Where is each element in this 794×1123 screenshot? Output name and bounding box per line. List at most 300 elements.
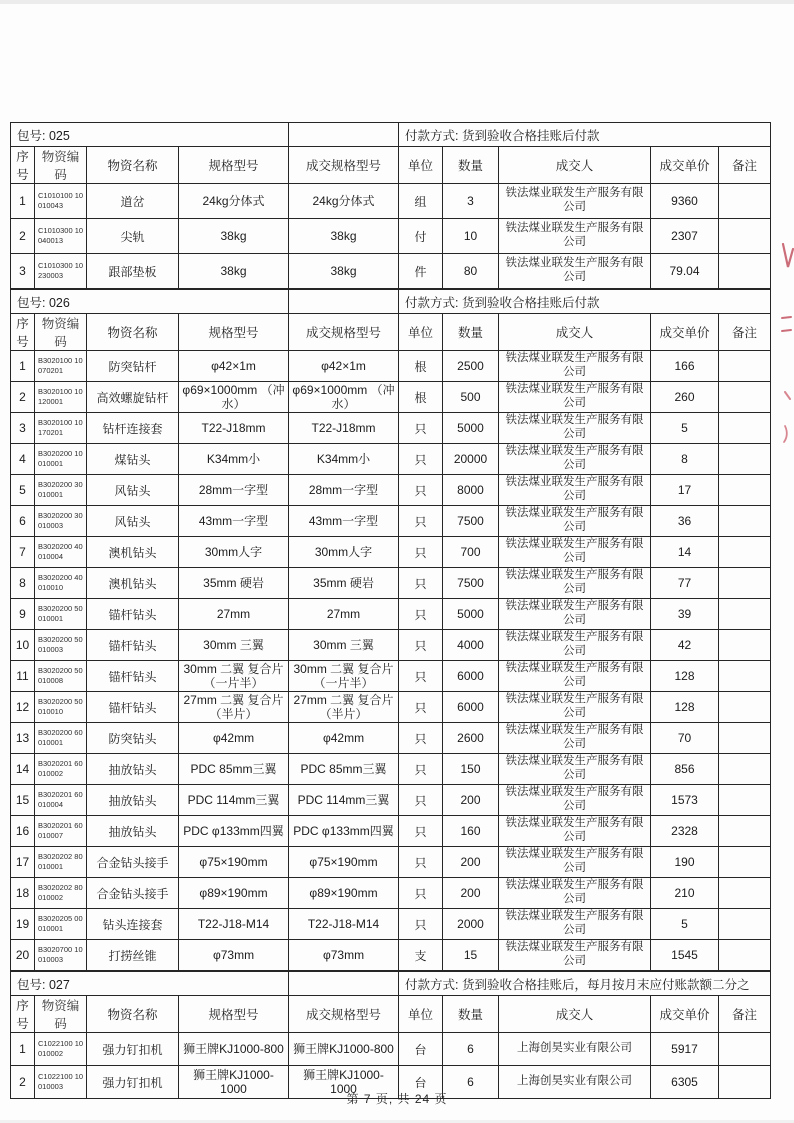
- remark: [719, 382, 771, 413]
- remark: [719, 692, 771, 723]
- material-name: 煤钻头: [87, 444, 179, 475]
- material-code: C1022100 10010003: [35, 1066, 87, 1099]
- remark: [719, 661, 771, 692]
- unit-price: 166: [651, 351, 719, 382]
- column-header: 序号: [11, 996, 35, 1033]
- winner: 铁法煤业联发生产服务有限公司: [499, 219, 651, 254]
- unit: 只: [399, 878, 443, 909]
- column-header: 序号: [11, 314, 35, 351]
- red-margin-mark-icon: [783, 390, 793, 402]
- unit-price: 8: [651, 444, 719, 475]
- material-name: 澳机钻头: [87, 537, 179, 568]
- column-header: 成交规格型号: [289, 996, 399, 1033]
- winner: 铁法煤业联发生产服务有限公司: [499, 816, 651, 847]
- deal-spec-model: PDC 85mm三翼: [289, 754, 399, 785]
- table-row: [11, 785, 771, 816]
- deal-spec-model: 24kg分体式: [289, 184, 399, 219]
- deal-spec-model: 38kg: [289, 219, 399, 254]
- quantity: 500: [443, 382, 499, 413]
- unit: 支: [399, 940, 443, 971]
- column-header: 数量: [443, 314, 499, 351]
- remark: [719, 816, 771, 847]
- column-header: 物资名称: [87, 996, 179, 1033]
- quantity: 15: [443, 940, 499, 971]
- red-margin-mark-icon: [779, 314, 794, 340]
- package-label: 包号: 025: [11, 123, 289, 147]
- table-row: [11, 599, 771, 630]
- material-code: B3020200 40010004: [35, 537, 87, 568]
- material-code: B3020100 10070201: [35, 351, 87, 382]
- quantity: 5000: [443, 413, 499, 444]
- spec-model: 38kg: [179, 219, 289, 254]
- unit-price: 1573: [651, 785, 719, 816]
- spec-model: 43mm一字型: [179, 506, 289, 537]
- material-name: 抽放钻头: [87, 785, 179, 816]
- remark: [719, 254, 771, 289]
- row-index: 3: [11, 413, 35, 444]
- unit-price: 9360: [651, 184, 719, 219]
- page-number: 第 7 页, 共 24 页: [346, 1092, 448, 1106]
- package-table: [10, 971, 771, 1099]
- column-header: 成交规格型号: [289, 314, 399, 351]
- material-code: B3020100 10170201: [35, 413, 87, 444]
- remark: [719, 444, 771, 475]
- winner: 铁法煤业联发生产服务有限公司: [499, 413, 651, 444]
- material-code: B3020200 50010001: [35, 599, 87, 630]
- material-name: 锚杆钻头: [87, 599, 179, 630]
- spec-model: 27mm 二翼 复合片（半片）: [179, 692, 289, 723]
- spec-model: PDC 85mm三翼: [179, 754, 289, 785]
- deal-spec-model: 38kg: [289, 254, 399, 289]
- unit: 件: [399, 254, 443, 289]
- unit-price: 42: [651, 630, 719, 661]
- table-row: [11, 692, 771, 723]
- quantity: 6000: [443, 661, 499, 692]
- payment-terms: 付款方式: 货到验收合格挂账后付款: [399, 290, 771, 314]
- spec-model: 狮王牌KJ1000-1000: [179, 1066, 289, 1099]
- spec-model: 38kg: [179, 254, 289, 289]
- remark: [719, 599, 771, 630]
- spec-model: 35mm 硬岩: [179, 568, 289, 599]
- remark: [719, 909, 771, 940]
- column-header: 物资编码: [35, 314, 87, 351]
- spec-model: φ69×1000mm （冲水）: [179, 382, 289, 413]
- winner: 铁法煤业联发生产服务有限公司: [499, 254, 651, 289]
- row-index: 2: [11, 1066, 35, 1099]
- unit: 只: [399, 599, 443, 630]
- unit-price: 5: [651, 413, 719, 444]
- quantity: 200: [443, 878, 499, 909]
- unit: 只: [399, 785, 443, 816]
- unit-price: 190: [651, 847, 719, 878]
- table-row: [11, 816, 771, 847]
- material-code: B3020100 10120001: [35, 382, 87, 413]
- material-name: 钻头连接套: [87, 909, 179, 940]
- spec-model: φ42×1m: [179, 351, 289, 382]
- spec-model: K34mm小: [179, 444, 289, 475]
- material-code: B3020201 60010007: [35, 816, 87, 847]
- material-name: 风钻头: [87, 475, 179, 506]
- material-code: B3020201 60010004: [35, 785, 87, 816]
- row-index: 14: [11, 754, 35, 785]
- material-name: 尖轨: [87, 219, 179, 254]
- unit-price: 39: [651, 599, 719, 630]
- quantity: 20000: [443, 444, 499, 475]
- column-header: 成交单价: [651, 996, 719, 1033]
- remark: [719, 219, 771, 254]
- spec-model: 30mm 三翼: [179, 630, 289, 661]
- remark: [719, 1033, 771, 1066]
- quantity: 200: [443, 785, 499, 816]
- table-row: [11, 506, 771, 537]
- blank-cell: [289, 972, 399, 996]
- remark: [719, 847, 771, 878]
- unit: 只: [399, 692, 443, 723]
- payment-terms: 付款方式: 货到验收合格挂账后付款: [399, 123, 771, 147]
- deal-spec-model: φ73mm: [289, 940, 399, 971]
- unit-price: 14: [651, 537, 719, 568]
- winner: 上海创昊实业有限公司: [499, 1066, 651, 1099]
- column-header: 规格型号: [179, 314, 289, 351]
- unit: 只: [399, 537, 443, 568]
- quantity: 10: [443, 219, 499, 254]
- spec-model: PDC φ133mm四翼: [179, 816, 289, 847]
- row-index: 7: [11, 537, 35, 568]
- remark: [719, 506, 771, 537]
- unit-price: 2328: [651, 816, 719, 847]
- row-index: 3: [11, 254, 35, 289]
- spec-model: φ73mm: [179, 940, 289, 971]
- quantity: 200: [443, 847, 499, 878]
- material-code: C1010100 10010043: [35, 184, 87, 219]
- unit-price: 2307: [651, 219, 719, 254]
- column-header: 物资名称: [87, 314, 179, 351]
- material-name: 防突钻杆: [87, 351, 179, 382]
- winner: 铁法煤业联发生产服务有限公司: [499, 599, 651, 630]
- table-row: [11, 568, 771, 599]
- spec-model: φ42mm: [179, 723, 289, 754]
- deal-spec-model: T22-J18-M14: [289, 909, 399, 940]
- quantity: 4000: [443, 630, 499, 661]
- material-name: 道岔: [87, 184, 179, 219]
- spec-model: 30mm人字: [179, 537, 289, 568]
- spec-model: T22-J18mm: [179, 413, 289, 444]
- table-row: [11, 630, 771, 661]
- unit-price: 17: [651, 475, 719, 506]
- red-margin-mark-icon: [781, 424, 793, 444]
- deal-spec-model: PDC φ133mm四翼: [289, 816, 399, 847]
- material-code: B3020202 80010002: [35, 878, 87, 909]
- unit: 台: [399, 1033, 443, 1066]
- material-code: B3020200 40010010: [35, 568, 87, 599]
- spec-model: 30mm 二翼 复合片（一片半）: [179, 661, 289, 692]
- deal-spec-model: T22-J18mm: [289, 413, 399, 444]
- deal-spec-model: φ89×190mm: [289, 878, 399, 909]
- unit-price: 856: [651, 754, 719, 785]
- material-code: C1022100 10010002: [35, 1033, 87, 1066]
- unit-price: 5: [651, 909, 719, 940]
- material-name: 钻杆连接套: [87, 413, 179, 444]
- row-index: 1: [11, 184, 35, 219]
- material-name: 抽放钻头: [87, 754, 179, 785]
- unit: 根: [399, 382, 443, 413]
- winner: 铁法煤业联发生产服务有限公司: [499, 723, 651, 754]
- unit-price: 128: [651, 692, 719, 723]
- row-index: 13: [11, 723, 35, 754]
- unit: 只: [399, 444, 443, 475]
- remark: [719, 537, 771, 568]
- deal-spec-model: φ42×1m: [289, 351, 399, 382]
- winner: 铁法煤业联发生产服务有限公司: [499, 692, 651, 723]
- unit: 只: [399, 475, 443, 506]
- column-header: 成交单价: [651, 147, 719, 184]
- material-name: 锚杆钻头: [87, 692, 179, 723]
- quantity: 3: [443, 184, 499, 219]
- spec-model: φ75×190mm: [179, 847, 289, 878]
- deal-spec-model: 35mm 硬岩: [289, 568, 399, 599]
- material-name: 合金钻头接手: [87, 847, 179, 878]
- material-code: B3020200 60010001: [35, 723, 87, 754]
- unit: 根: [399, 351, 443, 382]
- column-header: 成交单价: [651, 314, 719, 351]
- winner: 铁法煤业联发生产服务有限公司: [499, 940, 651, 971]
- unit-price: 79.04: [651, 254, 719, 289]
- column-header: 数量: [443, 147, 499, 184]
- table-row: [11, 847, 771, 878]
- quantity: 2600: [443, 723, 499, 754]
- winner: 铁法煤业联发生产服务有限公司: [499, 351, 651, 382]
- blank-cell: [289, 123, 399, 147]
- remark: [719, 568, 771, 599]
- spec-model: 狮王牌KJ1000-800: [179, 1033, 289, 1066]
- deal-spec-model: 30mm 二翼 复合片（一片半）: [289, 661, 399, 692]
- material-name: 风钻头: [87, 506, 179, 537]
- remark: [719, 723, 771, 754]
- spec-model: PDC 114mm三翼: [179, 785, 289, 816]
- unit-price: 6305: [651, 1066, 719, 1099]
- quantity: 2000: [443, 909, 499, 940]
- deal-spec-model: 狮王牌KJ1000-800: [289, 1033, 399, 1066]
- winner: 铁法煤业联发生产服务有限公司: [499, 475, 651, 506]
- deal-spec-model: φ42mm: [289, 723, 399, 754]
- column-header: 备注: [719, 996, 771, 1033]
- deal-spec-model: PDC 114mm三翼: [289, 785, 399, 816]
- remark: [719, 475, 771, 506]
- unit: 只: [399, 754, 443, 785]
- unit-price: 36: [651, 506, 719, 537]
- row-index: 8: [11, 568, 35, 599]
- quantity: 700: [443, 537, 499, 568]
- unit-price: 260: [651, 382, 719, 413]
- table-row: [11, 661, 771, 692]
- unit: 只: [399, 630, 443, 661]
- material-code: B3020200 10010001: [35, 444, 87, 475]
- material-code: B3020200 50010010: [35, 692, 87, 723]
- blank-cell: [289, 290, 399, 314]
- row-index: 20: [11, 940, 35, 971]
- winner: 铁法煤业联发生产服务有限公司: [499, 382, 651, 413]
- row-index: 12: [11, 692, 35, 723]
- material-name: 锚杆钻头: [87, 630, 179, 661]
- unit-price: 1545: [651, 940, 719, 971]
- column-header: 单位: [399, 147, 443, 184]
- quantity: 2500: [443, 351, 499, 382]
- quantity: 8000: [443, 475, 499, 506]
- unit: 只: [399, 568, 443, 599]
- column-header: 物资编码: [35, 996, 87, 1033]
- winner: 铁法煤业联发生产服务有限公司: [499, 537, 651, 568]
- row-index: 1: [11, 351, 35, 382]
- table-row: [11, 351, 771, 382]
- table-row: [11, 940, 771, 971]
- material-name: 高效螺旋钻杆: [87, 382, 179, 413]
- table-row: [11, 909, 771, 940]
- winner: 铁法煤业联发生产服务有限公司: [499, 444, 651, 475]
- material-name: 打捞丝锥: [87, 940, 179, 971]
- material-name: 跟部垫板: [87, 254, 179, 289]
- deal-spec-model: 27mm 二翼 复合片（半片）: [289, 692, 399, 723]
- spec-model: 24kg分体式: [179, 184, 289, 219]
- column-header: 规格型号: [179, 147, 289, 184]
- quantity: 160: [443, 816, 499, 847]
- material-code: B3020700 10010003: [35, 940, 87, 971]
- material-name: 锚杆钻头: [87, 661, 179, 692]
- unit-price: 5917: [651, 1033, 719, 1066]
- unit: 只: [399, 847, 443, 878]
- package-label: 包号: 027: [11, 972, 289, 996]
- table-row: [11, 219, 771, 254]
- unit-price: 128: [651, 661, 719, 692]
- remark: [719, 184, 771, 219]
- package-table: [10, 122, 771, 289]
- table-row: [11, 254, 771, 289]
- winner: 铁法煤业联发生产服务有限公司: [499, 909, 651, 940]
- unit-price: 77: [651, 568, 719, 599]
- material-name: 抽放钻头: [87, 816, 179, 847]
- unit: 组: [399, 184, 443, 219]
- spec-model: φ89×190mm: [179, 878, 289, 909]
- material-code: B3020200 50010008: [35, 661, 87, 692]
- scan-edge-top: [0, 0, 794, 4]
- remark: [719, 754, 771, 785]
- material-name: 合金钻头接手: [87, 878, 179, 909]
- unit-price: 210: [651, 878, 719, 909]
- row-index: 16: [11, 816, 35, 847]
- winner: 铁法煤业联发生产服务有限公司: [499, 661, 651, 692]
- table-row: [11, 444, 771, 475]
- package-label: 包号: 026: [11, 290, 289, 314]
- row-index: 18: [11, 878, 35, 909]
- table-row: [11, 878, 771, 909]
- spec-model: T22-J18-M14: [179, 909, 289, 940]
- deal-spec-model: 27mm: [289, 599, 399, 630]
- column-header: 成交人: [499, 314, 651, 351]
- winner: 上海创昊实业有限公司: [499, 1033, 651, 1066]
- quantity: 80: [443, 254, 499, 289]
- unit: 只: [399, 816, 443, 847]
- material-code: B3020205 00010001: [35, 909, 87, 940]
- material-name: 强力钉扣机: [87, 1033, 179, 1066]
- column-header: 序号: [11, 147, 35, 184]
- remark: [719, 413, 771, 444]
- deal-spec-model: 28mm一字型: [289, 475, 399, 506]
- deal-spec-model: 30mm人字: [289, 537, 399, 568]
- material-name: 澳机钻头: [87, 568, 179, 599]
- unit: 只: [399, 506, 443, 537]
- material-code: C1010300 10040013: [35, 219, 87, 254]
- red-margin-mark-icon: [780, 243, 794, 273]
- deal-spec-model: 狮王牌KJ1000-1000: [289, 1066, 399, 1099]
- unit: 台: [399, 1066, 443, 1099]
- column-header: 单位: [399, 314, 443, 351]
- winner: 铁法煤业联发生产服务有限公司: [499, 785, 651, 816]
- material-code: B3020200 50010003: [35, 630, 87, 661]
- column-header: 成交人: [499, 996, 651, 1033]
- quantity: 6: [443, 1066, 499, 1099]
- winner: 铁法煤业联发生产服务有限公司: [499, 878, 651, 909]
- quantity: 7500: [443, 506, 499, 537]
- row-index: 15: [11, 785, 35, 816]
- remark: [719, 351, 771, 382]
- column-header: 物资名称: [87, 147, 179, 184]
- remark: [719, 785, 771, 816]
- row-index: 5: [11, 475, 35, 506]
- payment-terms: 付款方式: 货到验收合格挂账后，每月按月末应付账款额二分之: [399, 972, 771, 996]
- material-name: 防突钻头: [87, 723, 179, 754]
- unit: 只: [399, 723, 443, 754]
- column-header: 备注: [719, 314, 771, 351]
- deal-spec-model: K34mm小: [289, 444, 399, 475]
- row-index: 1: [11, 1033, 35, 1066]
- table-row: [11, 475, 771, 506]
- row-index: 4: [11, 444, 35, 475]
- winner: 铁法煤业联发生产服务有限公司: [499, 630, 651, 661]
- table-row: [11, 754, 771, 785]
- unit-price: 70: [651, 723, 719, 754]
- procurement-results-table: [0, 122, 771, 1099]
- deal-spec-model: φ75×190mm: [289, 847, 399, 878]
- winner: 铁法煤业联发生产服务有限公司: [499, 754, 651, 785]
- spec-model: 27mm: [179, 599, 289, 630]
- column-header: 规格型号: [179, 996, 289, 1033]
- column-header: 成交规格型号: [289, 147, 399, 184]
- column-header: 物资编码: [35, 147, 87, 184]
- deal-spec-model: 30mm 三翼: [289, 630, 399, 661]
- quantity: 6000: [443, 692, 499, 723]
- column-header: 成交人: [499, 147, 651, 184]
- row-index: 2: [11, 219, 35, 254]
- row-index: 11: [11, 661, 35, 692]
- table-row: [11, 723, 771, 754]
- table-row: [11, 1033, 771, 1066]
- material-code: B3020201 60010002: [35, 754, 87, 785]
- row-index: 9: [11, 599, 35, 630]
- unit: 只: [399, 909, 443, 940]
- material-code: B3020200 30010001: [35, 475, 87, 506]
- table-row: [11, 413, 771, 444]
- table-row: [11, 184, 771, 219]
- material-code: B3020200 30010003: [35, 506, 87, 537]
- column-header: 备注: [719, 147, 771, 184]
- column-header: 数量: [443, 996, 499, 1033]
- table-row: [11, 537, 771, 568]
- row-index: 17: [11, 847, 35, 878]
- quantity: 7500: [443, 568, 499, 599]
- column-header: 单位: [399, 996, 443, 1033]
- row-index: 10: [11, 630, 35, 661]
- row-index: 6: [11, 506, 35, 537]
- material-code: C1010300 10230003: [35, 254, 87, 289]
